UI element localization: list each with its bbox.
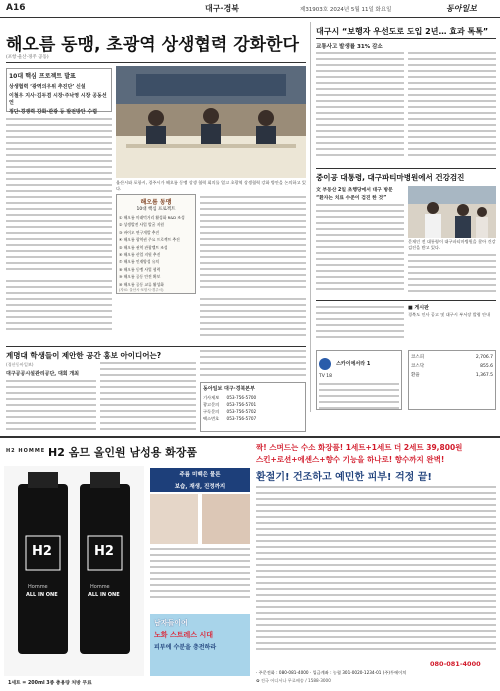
main-subtitle-date: (포항·울산·경주 공동) xyxy=(6,55,49,60)
contacts-value: 053-756-5700 xyxy=(226,395,257,400)
main-deck-2: 이철우 지사·김두겸 시장·주낙영 시장 공동선언 xyxy=(9,93,107,106)
ad-product-label-left: Homme xyxy=(28,584,48,590)
main-photo xyxy=(116,66,306,178)
right-top-deck: 교통사고 발생률 31% 감소 xyxy=(316,44,383,50)
right-top-divider xyxy=(316,38,496,39)
ad-model-photo-1 xyxy=(150,494,198,544)
ad-headline: H2 옴므 올인원 남성용 화장품 xyxy=(48,446,198,459)
bottom-left-rule xyxy=(6,346,306,347)
stock-value: 2,706.7 xyxy=(475,355,493,360)
stock-label: 코스피 xyxy=(411,355,425,360)
ad-product-mark-left: H2 xyxy=(32,544,52,559)
project-item: ⑦ 해오름 인재양성 유치 xyxy=(119,259,160,265)
stock-box xyxy=(408,350,496,410)
right-top-tag: 대구시 xyxy=(316,27,340,36)
ad-footer-small: ✿ 전국 어디서나 무료배송 / 1588-3000 xyxy=(256,678,331,683)
column-divider xyxy=(310,22,311,412)
ad-left-caption: 1세트 = 200ml 3종 총용량 처방 무료 xyxy=(8,681,92,686)
contacts-label: 기사제보 xyxy=(203,395,220,400)
project-item: ② 상생발전 사업 발굴 지원 xyxy=(119,222,164,228)
project-box-title: 해오름 동맹 xyxy=(140,199,172,206)
ad-header-bar xyxy=(0,442,250,464)
stock-label: 코스닥 xyxy=(411,364,425,369)
right-mid-caption: 문재인 전 대통령이 대구파티마병원을 찾아 건강검진을 받고 있다. xyxy=(408,239,496,250)
stock-row xyxy=(411,362,493,371)
main-kicker: 10대 핵심 프로젝트 발표 xyxy=(9,73,76,80)
ad-product-sub-right: ALL IN ONE xyxy=(88,592,120,598)
ad-footer-phone: 080-081-4000 xyxy=(430,660,481,668)
contacts-value: 053-756-5702 xyxy=(226,409,257,414)
ad-brand: H2 HOMME xyxy=(6,448,46,454)
main-body-lower-2 xyxy=(200,298,306,344)
main-kicker-box xyxy=(6,68,112,115)
bottom-left-subtitle: (경산동아일보) xyxy=(6,362,34,367)
right-mid-deck-1: 文 부동산 2일 초행당에서 대구 방문 xyxy=(316,188,393,193)
project-item: ⑤ 해오름 권역 관광벨트 조성 xyxy=(119,244,168,250)
stock-value: 1,367.5 xyxy=(475,373,493,378)
page-header xyxy=(0,0,500,18)
project-item: ① 해오름 미래먹거리 활성화 R&D 조성 xyxy=(119,215,185,220)
contacts-label: 구독문의 xyxy=(203,409,220,414)
project-item: ③ 바이오 연구개발 추진 xyxy=(119,229,160,235)
ad-right-head-1: 짝! 스며드는 수소 화장품! 1세트+1세트 더 2세트 39,800원 xyxy=(256,443,463,452)
weather-sub: TV 18 xyxy=(319,374,332,379)
main-headline: 해오름 동맹, 초광역 상생협력 강화한다 xyxy=(6,35,299,55)
ad-model-photo-2 xyxy=(202,494,250,544)
ad-right-head-2: 스킨+로션+에센스+향수 기능을 하나로! 향수까지 완벽! xyxy=(256,455,445,464)
project-list xyxy=(119,214,193,288)
ad-banner xyxy=(150,614,250,676)
ad-footer: · 주문전화 : 080-081-4000 · 입금계좌 : 농협 301-0020-1234-01 (주)투에이치 xyxy=(256,670,407,675)
right-mid-photo xyxy=(408,186,496,238)
project-box xyxy=(116,194,196,294)
personnel-title: ■ 게시판 xyxy=(408,305,429,311)
project-item: ⑥ 해오름 산업 지원 추진 xyxy=(119,252,161,258)
main-divider xyxy=(6,62,306,63)
bottom-left-body-3 xyxy=(200,350,306,380)
ad-container xyxy=(0,436,500,691)
project-item: ⑩ 해오름 공동 교류 활성화 xyxy=(119,281,164,287)
ad-product-label-right: Homme xyxy=(90,584,110,590)
contacts-label: 광고문의 xyxy=(203,402,220,407)
ad-right-body xyxy=(256,486,496,658)
weather-box xyxy=(316,350,402,410)
right-mid-body-1 xyxy=(316,204,404,296)
contacts-box xyxy=(200,382,306,432)
stock-value: 855.6 xyxy=(480,364,493,369)
stock-row xyxy=(411,371,493,380)
ad-product-area xyxy=(4,466,144,676)
bottom-left-headline: 계명대 학생들이 제안한 공간 홍보 아이디어는? xyxy=(6,351,162,360)
right-mid-body-2 xyxy=(408,254,496,296)
bottom-left-body-2 xyxy=(100,362,196,436)
ad-pill-1: 주름 미백은 물론 xyxy=(150,468,250,480)
stock-row xyxy=(411,353,493,362)
weather-title: 스카이에서라 1 xyxy=(336,361,371,367)
right-top-headline xyxy=(316,26,496,37)
project-item: ⑨ 해오름 공동 안전 확보 xyxy=(119,274,161,280)
bottom-left-body-1 xyxy=(6,380,96,436)
main-deck-3: 정단·경쟁력 강화·관광 등 발전방안 수렴 xyxy=(9,109,98,115)
ad-banner-line: 노화 스트레스 시대 xyxy=(154,631,213,639)
contacts-row xyxy=(203,401,303,408)
weather-logo-icon xyxy=(319,358,331,370)
project-source: (자료: 울산시·포항시·경주시) xyxy=(119,288,164,293)
ad-product-mark-right: H2 xyxy=(94,544,114,559)
personnel-left xyxy=(316,306,404,344)
ad-banner-line: 피부에 수분을 충전하라 xyxy=(154,644,217,651)
main-deck-1: 상생협력 ‘광역의우위 추진단’ 신설 xyxy=(9,84,86,90)
right-mid-top-rule xyxy=(316,168,496,169)
contacts-row xyxy=(203,408,303,415)
project-box-subtitle: 10대 핵심 프로젝트 xyxy=(136,207,176,212)
contacts-title: 동아일보 대구·경북본부 xyxy=(203,386,255,392)
paper-logo: 동아일보 xyxy=(446,3,477,13)
ad-banner-line: 남자들이여 xyxy=(154,619,188,627)
right-mid-deck-2: “환자는 치료 수준이 검진 한 것” xyxy=(316,196,387,201)
right-top-body-2 xyxy=(408,52,496,162)
bottom-left-deck: 대구공공시설관리공단, 대회 개최 xyxy=(6,371,80,377)
contacts-row xyxy=(203,394,303,401)
stock-label: 환율 xyxy=(411,373,420,378)
right-top-body-1 xyxy=(316,52,404,162)
main-body-col1 xyxy=(6,118,112,276)
right-top-title: “보행자 우선도로 도입 2년… 효과 톡톡” xyxy=(341,27,489,36)
project-item: ④ 해오름 광역권 주요 프로젝트 추진 xyxy=(119,237,180,243)
issue-info: 제31903호 2024년 5월 11일 화요일 xyxy=(300,7,392,13)
section-name: 대구·경북 xyxy=(205,4,239,13)
ad-pill-2: 보습, 재생, 진정까지 xyxy=(150,480,250,492)
contacts-value: 053-756-5701 xyxy=(226,402,257,407)
ad-right-head-3: 환절기! 건조하고 예민한 피부! 걱정 끝! xyxy=(256,472,432,483)
contacts-row xyxy=(203,415,303,422)
project-item: ⑧ 해오름 동맹 사업 협력 xyxy=(119,266,161,272)
personnel-text: 경북도 인사 공고 및 대구시 부서장 발령 안내 xyxy=(408,312,491,317)
ad-middle-text xyxy=(150,548,250,608)
contacts-value: 053-756-5707 xyxy=(226,416,257,421)
right-mid-headline: 중이공 대통령, 대구파티마병원에서 건강검진 xyxy=(316,173,465,182)
personnel-rule xyxy=(316,300,496,301)
contacts-label: 팩스번호 xyxy=(203,416,220,421)
ad-product-sub-left: ALL IN ONE xyxy=(26,592,58,598)
main-body-lower xyxy=(6,280,112,340)
weather-lines xyxy=(319,383,399,413)
main-photo-caption: 울산시와 포항시, 경주시가 해오름 동맹 상생 협력 회의를 열고 초광역 상생협력 강화 방안을 논의하고 있다. xyxy=(116,180,306,191)
main-body-col3 xyxy=(200,196,306,294)
page-number: A16 xyxy=(6,3,26,13)
